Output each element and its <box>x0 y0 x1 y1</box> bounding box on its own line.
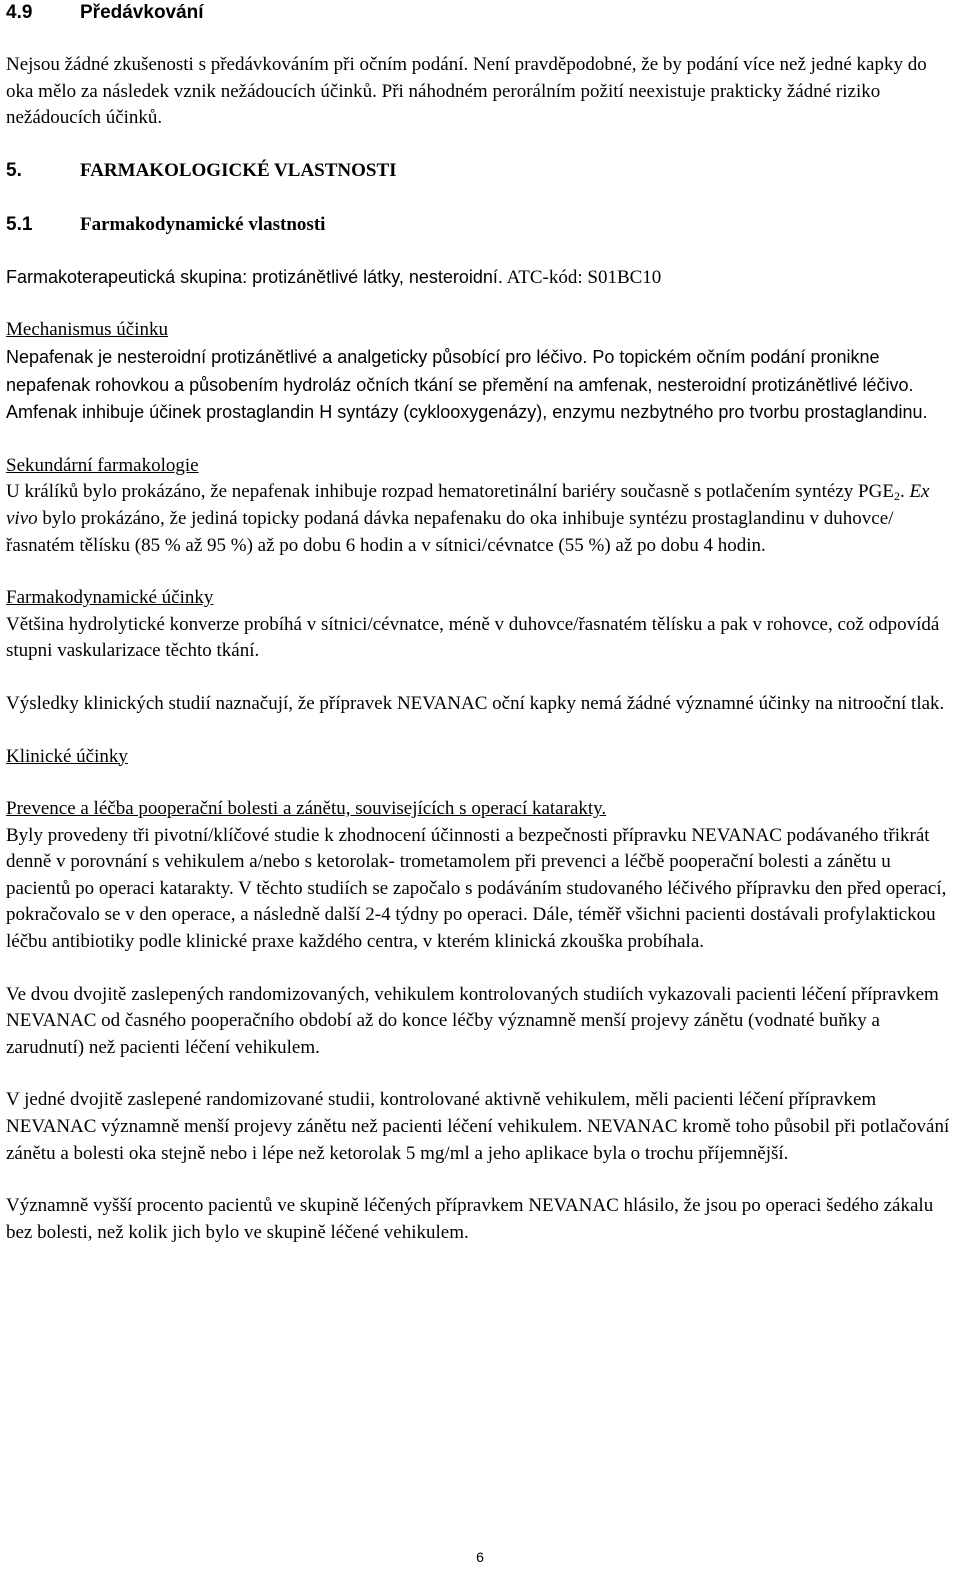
pharmacodynamic-effects-paragraph: Většina hydrolytické konverze probíhá v sítnici/cévnatce, méně v duhovce/řasnatém tělísku a pak v rohovce, což odpovídá stupni vaskularizace těchto tkání. <box>6 613 940 662</box>
mechanism-text: Nepafenak je nesteroidní protizánětlivé a analgeticky působící pro léčivo. Po topickém očním podání pronikne nepafenak rohovkou a působením hydroláz očních tkání se přemění na amfenak, nesteroidní protizánětlivé léčivo. Amfenak inhibuje účinek prostaglandin H syntázy (cyklooxygenázy), enzymu nezbytného pro tvorbu prostaglandinu. <box>6 346 928 423</box>
secondary-pharmacology-heading: Sekundární farmakologie <box>6 454 199 476</box>
section-title: Předávkování <box>80 2 204 23</box>
section-title: FARMAKOLOGICKÉ VLASTNOSTI <box>80 159 397 181</box>
ex-vivo-italic: Ex vivo <box>6 481 930 529</box>
secondary-text-c: bylo prokázáno, že jediná topicky podaná dávka nepafenaku do oka inhibuje syntézu prostaglandinu v duhovce/řasnatém tělísku (85 % až 95 %) až po dobu 6 hodin a v sítnici/cévnatce (55 %) až po dobu 4 hodin. <box>6 507 894 556</box>
intraocular-pressure-paragraph: Výsledky klinických studií naznačují, že přípravek NEVANAC oční kapky nemá žádné významné účinky na nitrooční tlak. <box>6 692 945 714</box>
section-number: 5.1 <box>6 213 33 235</box>
atc-code: ATC-kód: S01BC10 <box>506 266 662 288</box>
section-4-9-heading <box>6 0 956 26</box>
page-number: 6 <box>476 1549 484 1565</box>
section-number: 4.9 <box>6 2 33 23</box>
group-text: Farmakoterapeutická skupina: protizánětlivé látky, nesteroidní. <box>6 266 503 287</box>
document-page <box>6 0 956 1246</box>
section-title: Farmakodynamické vlastnosti <box>80 213 326 235</box>
pharmacodynamic-effects-heading: Farmakodynamické účinky <box>6 587 214 609</box>
clinical-effects-heading: Klinické účinky <box>6 745 128 767</box>
subscript: 2 <box>893 489 900 504</box>
section-5-heading <box>6 158 956 184</box>
section-5-1-heading <box>6 212 956 238</box>
clinical-paragraph-3: V jedné dvojitě zaslepené randomizované studii, kontrolované aktivně vehikulem, měli pacienti léčení přípravkem NEVANAC významně menší projevy zánětu než pacienti léčení vehikulem. NEVANAC kromě toho působil při potlačování zánětu a bolesti oka stejně nebo i lépe než ketorolak 5 mg/ml a jeho aplikace byla o trochu příjemnější. <box>6 1089 950 1164</box>
clinical-paragraph-4: Významně vyšší procento pacientů ve skupině léčených přípravkem NEVANAC hlásilo, že jsou po operaci šedého zákalu bez bolesti, než kolik jich bylo ve skupině léčené vehikulem. <box>6 1195 934 1243</box>
overdose-paragraph: Nejsou žádné zkušenosti s předávkováním při očním podání. Není pravděpodobné, že by podání více než jedné kapky do oka mělo za následek vznik nežádoucích účinků. Při náhodném perorálním požití neexistuje prakticky žádné riziko nežádoucích účinků. <box>6 54 927 129</box>
clinical-subheading: Prevence a léčba pooperační bolesti a zánětu, souvisejících s operací katarakty. <box>6 798 607 820</box>
mechanism-heading: Mechanismus účinku <box>6 319 169 341</box>
clinical-paragraph-2: Ve dvou dvojitě zaslepených randomizovaných, vehikulem kontrolovaných studiích vykazovali pacienti léčení přípravkem NEVANAC od časného pooperačního období až do konce léčby významně menší projevy zánětu (vodnaté buňky a zarudnutí) než pacienti léčení vehikulem. <box>6 983 939 1058</box>
secondary-text-a: U králíků bylo prokázáno, že nepafenak inhibuje rozpad hematoretinální bariéry současně s potlačením syntézy PGE <box>6 481 894 503</box>
secondary-pharmacology-paragraph <box>6 479 956 559</box>
pharmacotherapeutic-group <box>6 264 956 292</box>
mechanism-paragraph <box>6 344 956 427</box>
secondary-text-b: . <box>899 481 910 503</box>
clinical-paragraph-1: Byly provedeny tři pivotní/klíčové studie k zhodnocení účinnosti a bezpečnosti přípravku NEVANAC podávaného třikrát denně v porovnání s vehikulem a/nebo s ketorolak- trometamolem při prevenci a léčbě pooperační bolesti a zánětu u pacientů po operaci katarakty. V těchto studiích se započalo s podáváním studovaného léčivého přípravku den před operací, pokračovalo se v den operace, a následně další 2-4 týdny po operaci. Dále, téměř všichni pacienti dostávali profylaktickou léčbu antibiotiky podle klinické praxe každého centra, v kterém klinická zkouška probíhala. <box>6 824 947 953</box>
section-number: 5. <box>6 159 22 181</box>
